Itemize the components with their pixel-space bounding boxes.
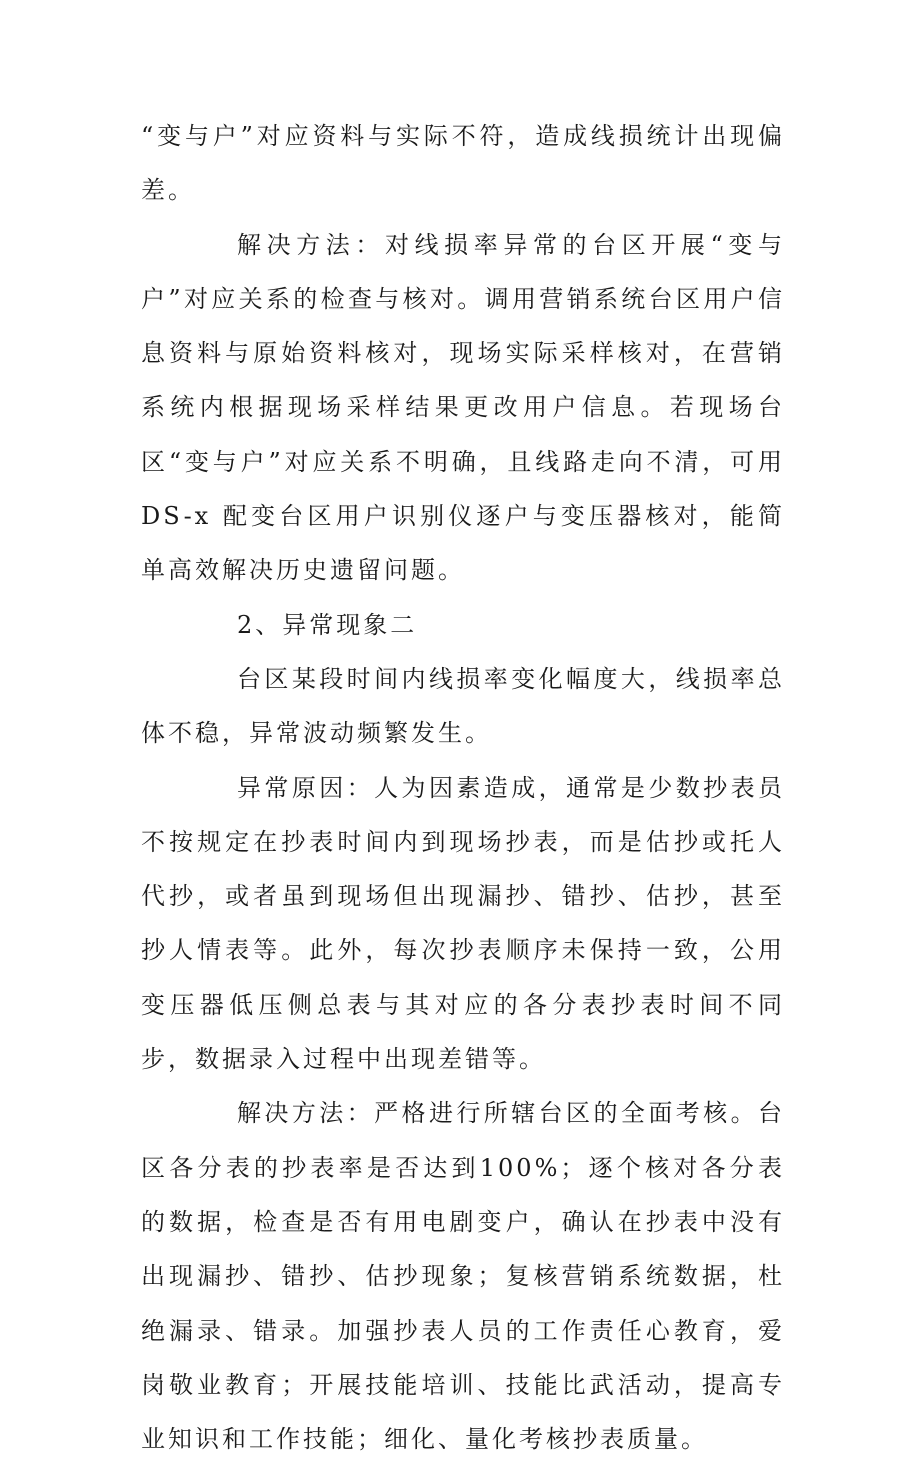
paragraph-solution-2: 解决方法：严格进行所辖台区的全面考核。台区各分表的抄表率是否达到100%；逐个核对各分表的数据，检查是否有用电剧变户，确认在抄表中没有出现漏抄、错抄、估抄现象；复核营销系统数据，杜绝漏录、错录。加强抄表人员的工作责任心教育，爱岗敬业教育；开展技能培训、技能比武活动，提高专业知识和工作技能；细化、量化考核抄表质量。: [141, 1099, 785, 1454]
section-heading-anomaly-2: 2、异常现象二: [237, 610, 418, 639]
document-body: [141, 109, 785, 1466]
paragraph-continuation: “变与户”对应资料与实际不符，造成线损统计出现偏差。: [141, 122, 785, 205]
paragraph-anomaly-cause: 异常原因：人为因素造成，通常是少数抄表员不按规定在抄表时间内到现场抄表，而是估抄或托人代抄，或者虽到现场但出现漏抄、错抄、估抄，甚至抄人情表等。此外，每次抄表顺序未保持一致，公用变压器低压侧总表与其对应的各分表抄表时间不同步，数据录入过程中出现差错等。: [141, 773, 785, 1074]
paragraph-solution-1: 解决方法：对线损率异常的台区开展“变与户”对应关系的检查与核对。调用营销系统台区用户信息资料与原始资料核对，现场实际采样核对，在营销系统内根据现场采样结果更改用户信息。若现场台区“变与户”对应关系不明确，且线路走向不清，可用 DS-x 配变台区用户识别仪逐户与变压器核对，能简单高效解决历史遗留问题。: [141, 230, 785, 585]
paragraph-anomaly-description: 台区某段时间内线损率变化幅度大，线损率总体不稳，异常波动频繁发生。: [141, 664, 785, 748]
